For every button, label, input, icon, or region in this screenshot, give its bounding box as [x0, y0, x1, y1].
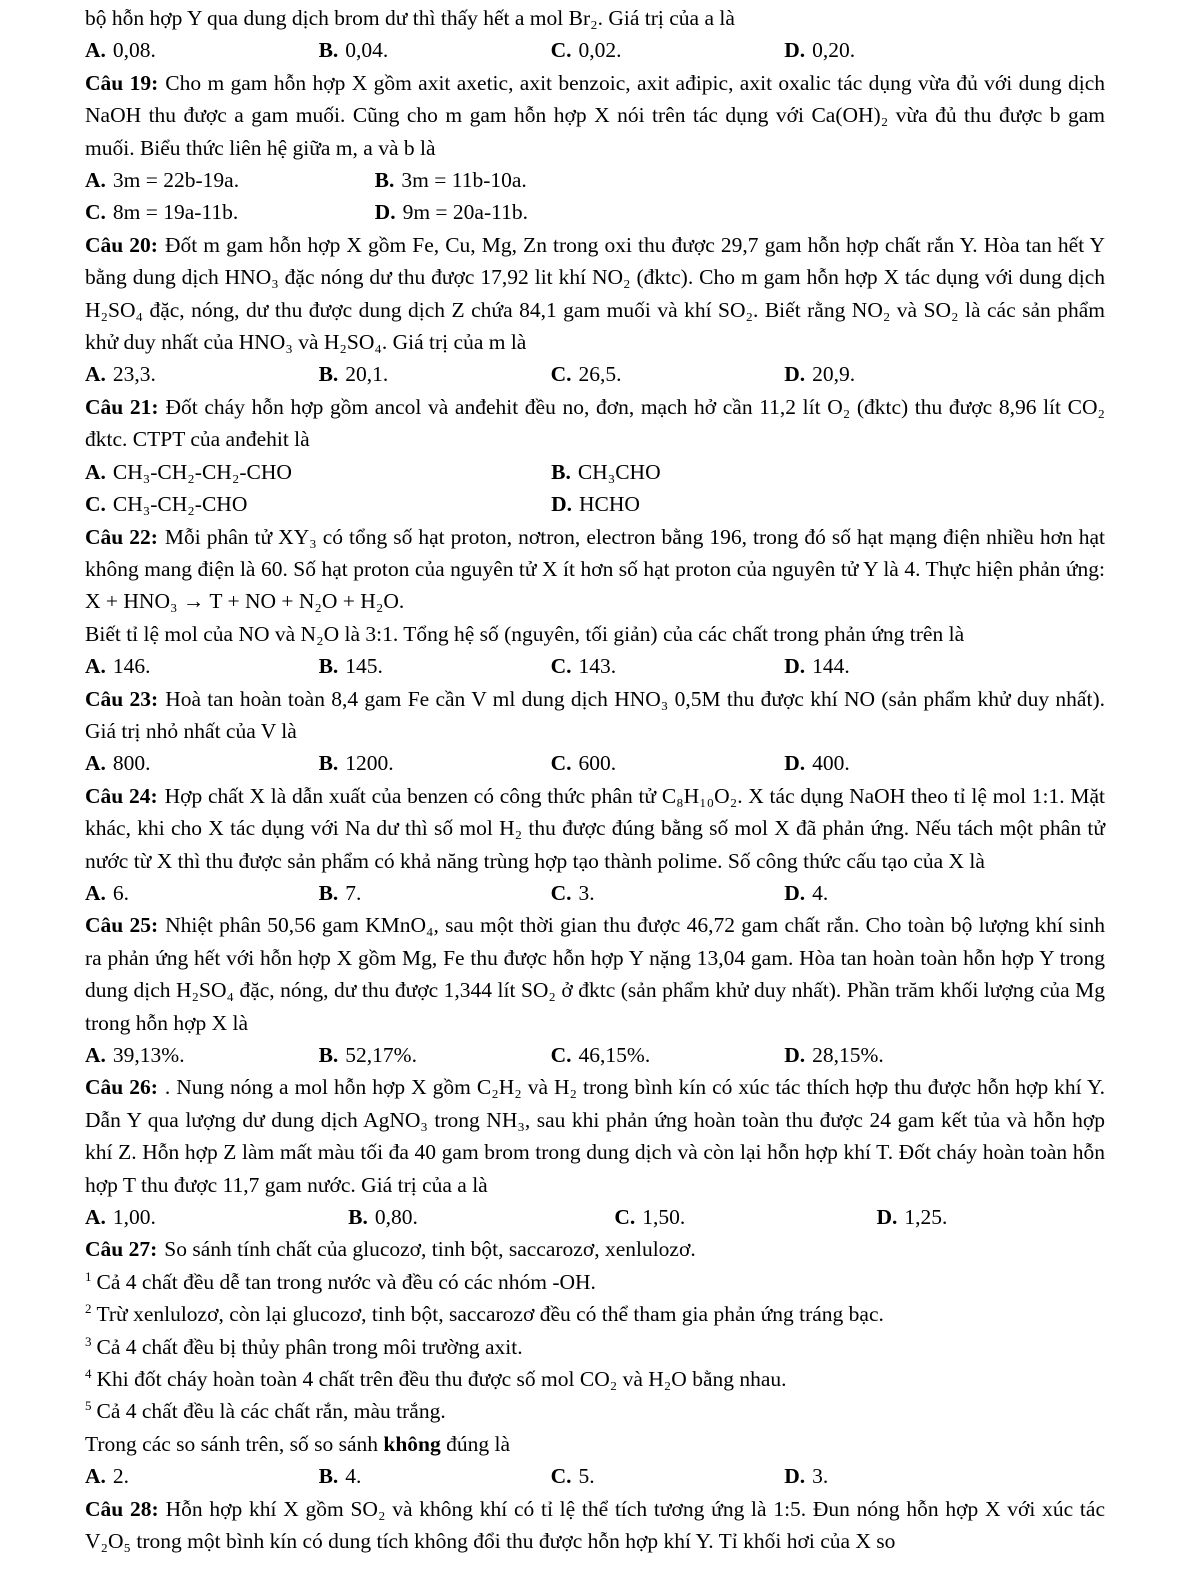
- option-label: A.: [85, 880, 106, 905]
- option-c: [85, 488, 551, 520]
- question-text-line: Nhiệt phân 50,56 gam KMnO₄, sau một thời gian thu được 46,72 gam chất rắn. Cho toàn bộ lượng khí sinh ra phản ứng hết với hỗn hợp X gồm Mg, Fe thu được hỗn hợp Y nặng 13,04 gam. Hòa tan hoàn toàn hỗn hợp Y trong dung dịch H₂SO₄ đặc, nóng, dư thu được 1,344 lít SO₂ ở đktc (sản phẩm khử duy nhất). Phần trăm khối lượng của Mg trong hỗn hợp X là: [85, 913, 1105, 1035]
- option-text: 1200.: [345, 751, 394, 776]
- options-row: [85, 164, 1105, 196]
- statement-2: [85, 1298, 1105, 1330]
- option-text: 0,80.: [374, 1205, 418, 1230]
- option-label: B.: [318, 654, 339, 679]
- option-d: [784, 747, 1105, 779]
- option-text: 20,9.: [812, 362, 856, 387]
- option-c: [551, 1460, 785, 1492]
- option-label: C.: [550, 38, 572, 63]
- option-label: D.: [784, 751, 806, 776]
- option-text: CH₃-CH₂-CHO: [112, 492, 248, 517]
- statement-superscript: 1: [85, 1268, 92, 1284]
- question-number: Câu 26:: [85, 1075, 158, 1100]
- option-text: 28,15%.: [812, 1043, 884, 1067]
- question-27: [85, 1233, 1105, 1492]
- option-a: [85, 34, 319, 66]
- question-number: Câu 20:: [85, 232, 158, 257]
- option-text: 144.: [812, 654, 850, 679]
- option-label: B.: [318, 1464, 339, 1489]
- question-21: [85, 391, 1105, 521]
- option-b: [319, 877, 551, 909]
- option-label: A.: [85, 654, 106, 679]
- question-26: [85, 1071, 1105, 1233]
- question-text-line: . Nung nóng a mol hỗn hợp X gồm C₂H₂ và H₂ trong bình kín có xúc tác thích hợp thu được hỗn hợp khí Y. Dẫn Y qua lượng dư dung dịch AgNO₃ trong NH₃, sau khi phản ứng hoàn toàn thu được 24 gam kết tủa và hỗn hợp khí Z. Hỗn hợp Z làm mất màu tối đa 40 gam brom trong dung dịch và còn lại hỗn hợp khí T. Đốt cháy hoàn toàn hỗn hợp T thu được 11,7 gam nước. Giá trị của a là: [85, 1075, 1105, 1197]
- question-text-line: Cho m gam hỗn hợp X gồm axit axetic, axit benzoic, axit ađipic, axit oxalic tác dụng vừa đủ với dung dịch NaOH thu được a gam muối. Cũng cho m gam hỗn hợp X nói trên tác dụng với Ca(OH)₂ vừa đủ thu được b gam muối. Biểu thức liên hệ giữa m, a và b là: [85, 70, 1105, 160]
- question-number: Câu 25:: [85, 913, 159, 938]
- option-text: 5.: [578, 1464, 595, 1489]
- option-label: B.: [348, 1205, 368, 1230]
- option-text: 0,20.: [812, 38, 856, 63]
- option-c: [551, 877, 785, 909]
- option-a: [85, 456, 551, 488]
- statement-text: Cả 4 chất đều là các chất rắn, màu trắng.: [96, 1399, 446, 1424]
- option-b: [319, 747, 551, 779]
- option-label: C.: [85, 492, 106, 517]
- question-text: [85, 391, 1105, 456]
- option-b: [375, 164, 1105, 196]
- option-text: CH₃-CH₂-CH₂-CHO: [112, 459, 292, 484]
- option-text: 3.: [812, 1464, 829, 1489]
- option-label: A.: [85, 1205, 106, 1230]
- question-text-line: Hỗn hợp khí X gồm SO₂ và không khí có tỉ lệ thể tích tương ứng là 1:5. Đun nóng hỗn hợp X với xúc tác V₂O₅ trong một bình kín có dung tích không đổi thu được hỗn hợp khí Y. Tỉ khối hơi của X so: [85, 1496, 1105, 1554]
- question-number: Câu 27:: [85, 1237, 158, 1262]
- statement-1: [85, 1266, 1105, 1298]
- option-d: [784, 34, 1105, 66]
- question-text: [85, 909, 1105, 1039]
- option-text: 0,02.: [578, 38, 622, 63]
- option-label: C.: [550, 1464, 572, 1489]
- option-text: 7.: [345, 880, 362, 905]
- option-text: 1,25.: [904, 1205, 948, 1230]
- option-text: 6.: [112, 880, 130, 905]
- question-text-line: Biết tỉ lệ mol của NO và N₂O là 3:1. Tổng hệ số (nguyên, tối giản) của các chất trong phản ứng trên là: [85, 621, 965, 646]
- option-label: C.: [550, 362, 572, 387]
- option-a: [85, 877, 319, 909]
- option-c: [551, 358, 785, 390]
- option-text: 23,3.: [112, 362, 156, 387]
- option-d: [784, 1039, 1105, 1071]
- option-c: [85, 196, 375, 228]
- options-row: [85, 196, 1105, 228]
- option-label: D.: [784, 1043, 806, 1067]
- option-b: [319, 1039, 551, 1071]
- option-label: D.: [784, 1464, 806, 1489]
- options-row: [85, 1201, 1105, 1233]
- question-text-line: So sánh tính chất của glucozơ, tinh bột, saccarozơ, xenlulozơ.: [164, 1237, 696, 1262]
- option-label: C.: [550, 751, 572, 776]
- option-d: [784, 1460, 1105, 1492]
- option-text: 4.: [812, 880, 829, 905]
- statement-5: [85, 1395, 1105, 1427]
- question-text: [85, 1493, 1105, 1558]
- option-label: A.: [85, 751, 106, 776]
- question-number: Câu 24:: [85, 783, 158, 808]
- statement-superscript: 2: [85, 1301, 92, 1317]
- option-b: [319, 1460, 551, 1492]
- question-text-line: Hoà tan hoàn toàn 8,4 gam Fe cần V ml dung dịch HNO₃ 0,5M thu được khí NO (sản phẩm khử duy nhất). Giá trị nhỏ nhất của V là: [85, 686, 1105, 743]
- option-text: 26,5.: [578, 362, 622, 387]
- statement-superscript: 5: [85, 1398, 92, 1414]
- option-d: [784, 650, 1105, 682]
- statement-text: Cả 4 chất đều dễ tan trong nước và đều có các nhóm -OH.: [96, 1269, 596, 1294]
- option-label: D.: [551, 492, 573, 517]
- option-b: [551, 456, 1105, 488]
- question-20: [85, 229, 1105, 391]
- question-text: [85, 2, 1105, 34]
- closing-bold-word: không: [383, 1431, 441, 1456]
- option-text: 143.: [578, 654, 617, 679]
- option-label: A.: [85, 459, 106, 484]
- statement-superscript: 3: [85, 1333, 92, 1349]
- option-b: [319, 34, 551, 66]
- option-a: [85, 1460, 319, 1492]
- statement-superscript: 4: [85, 1365, 92, 1381]
- option-b: [348, 1201, 614, 1233]
- options-row: [85, 456, 1105, 488]
- options-row: [85, 747, 1105, 779]
- question-25: [85, 909, 1105, 1071]
- option-label: A.: [85, 1464, 106, 1489]
- statement-text: Cả 4 chất đều bị thủy phân trong môi trường axit.: [96, 1334, 523, 1359]
- option-label: A.: [85, 362, 106, 387]
- question-18-continuation: [85, 2, 1105, 67]
- option-label: A.: [85, 168, 106, 193]
- question-number: Câu 28:: [85, 1496, 159, 1521]
- option-label: D.: [784, 880, 806, 905]
- statement-4: [85, 1363, 1105, 1395]
- option-text: 4.: [345, 1464, 362, 1489]
- options-row: [85, 34, 1105, 66]
- closing-text: đúng là: [440, 1431, 511, 1456]
- question-number: Câu 22:: [85, 524, 158, 549]
- option-label: D.: [374, 200, 396, 225]
- option-c: [551, 747, 785, 779]
- question-24: [85, 780, 1105, 910]
- option-text: 1,50.: [642, 1205, 686, 1230]
- options-row: [85, 1460, 1105, 1492]
- question-28: [85, 1493, 1105, 1558]
- question-text: [85, 780, 1105, 877]
- question-text: [85, 67, 1105, 164]
- option-text: 600.: [578, 751, 617, 776]
- option-text: 8m = 19a-11b.: [112, 200, 239, 225]
- option-label: D.: [784, 38, 806, 63]
- option-d: [784, 358, 1105, 390]
- option-label: C.: [550, 1043, 572, 1067]
- closing-line: [85, 1428, 1105, 1460]
- option-text: 39,13%.: [112, 1043, 185, 1067]
- option-text: 400.: [812, 751, 850, 776]
- question-text-line: Đốt m gam hỗn hợp X gồm Fe, Cu, Mg, Zn trong oxi thu được 29,7 gam hỗn hợp chất rắn Y. Hòa tan hết Y bằng dung dịch HNO₃ đặc nóng dư thu được 17,92 lit khí NO₂ (đktc). Cho m gam hỗn hợp X tác dụng với dung dịch H₂SO₄ đặc, nóng, dư thu được dung dịch Z chứa 84,1 gam muối và khí SO₂. Biết rằng NO₂ và SO₂ là các sản phẩm khử duy nhất của HNO₃ và H₂SO₄. Giá trị của m là: [85, 232, 1105, 355]
- option-c: [551, 34, 785, 66]
- question-23: [85, 683, 1105, 780]
- option-label: D.: [876, 1205, 898, 1230]
- statement-3: [85, 1331, 1105, 1363]
- option-d: [375, 196, 1105, 228]
- options-row: [85, 650, 1105, 682]
- option-a: [85, 1201, 348, 1233]
- options-row: [85, 1039, 1105, 1071]
- option-c: [551, 650, 785, 682]
- closing-text: Trong các so sánh trên, số so sánh: [85, 1431, 384, 1456]
- option-text: 0,08.: [112, 38, 156, 63]
- option-b: [319, 358, 551, 390]
- option-text: 2.: [112, 1464, 130, 1489]
- option-c: [614, 1201, 876, 1233]
- option-label: D.: [784, 654, 806, 679]
- option-a: [85, 358, 319, 390]
- option-label: B.: [318, 38, 339, 63]
- option-c: [551, 1039, 785, 1071]
- option-label: B.: [551, 459, 571, 484]
- option-text: 800.: [112, 751, 151, 776]
- option-text: 145.: [345, 654, 383, 679]
- question-text-line: Đốt cháy hỗn hợp gồm ancol và anđehit đều no, đơn, mạch hở cần 11,2 lít O₂ (đktc) thu được 8,96 lít CO₂ đktc. CTPT của anđehit là: [85, 394, 1105, 452]
- option-text: 9m = 20a-11b.: [402, 200, 528, 225]
- option-text: 3.: [578, 880, 595, 905]
- options-row: [85, 877, 1105, 909]
- option-text: 0,04.: [345, 38, 389, 63]
- question-text: [85, 1071, 1105, 1201]
- option-d: [877, 1201, 1106, 1233]
- option-label: A.: [85, 38, 106, 63]
- option-text: 146.: [112, 654, 151, 679]
- option-label: C.: [85, 200, 106, 225]
- question-number: Câu 21:: [85, 394, 159, 419]
- option-label: C.: [550, 880, 572, 905]
- option-label: D.: [784, 362, 806, 387]
- options-row: [85, 488, 1105, 520]
- option-d: [784, 877, 1105, 909]
- option-text: HCHO: [579, 492, 640, 517]
- question-text-line: Mỗi phân tử XY₃ có tổng số hạt proton, nơtron, electron bằng 196, trong đó số hạt mạng điện nhiều hơn hạt không mang điện là 60. Số hạt proton của nguyên tử X ít hơn số hạt proton của nguyên tử Y là 4. Thực hiện phản ứng: X + HNO₃ → T + NO + N₂O + H₂O.: [85, 524, 1105, 614]
- question-text: [85, 683, 1105, 748]
- question-text-line: bộ hỗn hợp Y qua dung dịch brom dư thì thấy hết a mol Br₂. Giá trị của a là: [85, 6, 735, 30]
- option-a: [85, 164, 375, 196]
- option-label: B.: [318, 362, 339, 387]
- option-text: 1,00.: [112, 1205, 156, 1230]
- question-19: [85, 67, 1105, 229]
- option-label: B.: [318, 751, 339, 776]
- question-text-line: Hợp chất X là dẫn xuất của benzen có công thức phân tử C₈H₁₀O₂. X tác dụng NaOH theo tỉ lệ mol 1:1. Mặt khác, khi cho X tác dụng với Na dư thì số mol H₂ thu được đúng bằng số mol X đã phản ứng. Nếu tách một phân tử nước từ X thì thu được sản phẩm có khả năng trùng hợp tạo thành polime. Số công thức cấu tạo của X là: [85, 783, 1105, 873]
- question-text: [85, 229, 1105, 359]
- option-a: [85, 650, 319, 682]
- option-text: 3m = 11b-10a.: [401, 168, 527, 193]
- question-number: Câu 19:: [85, 70, 159, 95]
- option-text: 20,1.: [345, 362, 389, 387]
- option-text: 46,15%.: [578, 1043, 651, 1067]
- question-number: Câu 23:: [85, 686, 159, 711]
- option-label: C.: [614, 1205, 636, 1230]
- statement-text: Khi đốt cháy hoàn toàn 4 chất trên đều thu được số mol CO₂ và H₂O bằng nhau.: [96, 1367, 787, 1392]
- option-d: [551, 488, 1105, 520]
- question-22: [85, 521, 1105, 683]
- question-text: [85, 521, 1105, 618]
- option-text: CH₃CHO: [577, 459, 661, 484]
- option-label: B.: [374, 168, 395, 193]
- question-text-2: [85, 618, 1105, 650]
- option-label: C.: [550, 654, 572, 679]
- statement-text: Trừ xenlulozơ, còn lại glucozơ, tinh bột, saccarozơ đều có thể tham gia phản ứng tráng bạc.: [96, 1302, 884, 1327]
- option-b: [319, 650, 551, 682]
- option-label: A.: [85, 1043, 106, 1067]
- option-a: [85, 1039, 319, 1071]
- option-text: 52,17%.: [345, 1043, 417, 1067]
- question-text: [85, 1233, 1105, 1265]
- option-a: [85, 747, 319, 779]
- option-label: B.: [318, 880, 339, 905]
- options-row: [85, 358, 1105, 390]
- option-label: B.: [318, 1043, 339, 1067]
- option-text: 3m = 22b-19a.: [112, 168, 240, 193]
